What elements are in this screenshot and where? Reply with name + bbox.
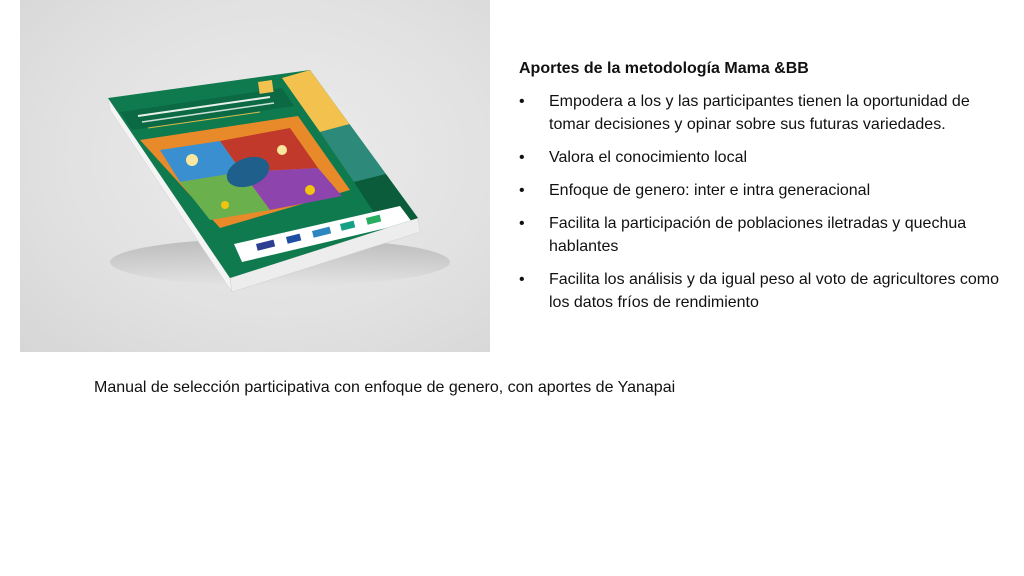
aportes-section <box>519 58 1009 324</box>
bullet-icon: • <box>519 215 525 232</box>
bullet-icon: • <box>519 149 525 166</box>
book-illustration <box>20 0 490 352</box>
list-item <box>519 179 1009 202</box>
section-heading: Aportes de la metodología Mama &BB <box>519 60 809 77</box>
list-item-text: Facilita los análisis y da igual peso al voto de agricultores como los datos fríos de rendimiento <box>549 271 1000 311</box>
aportes-list <box>519 90 1009 314</box>
list-item-text: Empodera a los y las participantes tienen la oportunidad de tomar decisiones y opinar sobre sus futuras variedades. <box>549 93 970 133</box>
list-item <box>519 146 1009 169</box>
list-item <box>519 90 1009 136</box>
list-item <box>519 212 1009 258</box>
manual-cover-photo <box>20 0 490 352</box>
list-item-text: Enfoque de genero: inter e intra generacional <box>549 182 871 199</box>
list-item-text: Facilita la participación de poblaciones iletradas y quechua hablantes <box>549 215 967 255</box>
bullet-icon: • <box>519 182 525 199</box>
cip-logo-icon <box>258 80 274 94</box>
list-item <box>519 268 1009 314</box>
bullet-icon: • <box>519 93 525 110</box>
bullet-icon: • <box>519 271 525 288</box>
photo-caption: Manual de selección participativa con enfoque de genero, con aportes de Yanapai <box>94 379 676 396</box>
list-item-text: Valora el conocimiento local <box>549 149 748 166</box>
